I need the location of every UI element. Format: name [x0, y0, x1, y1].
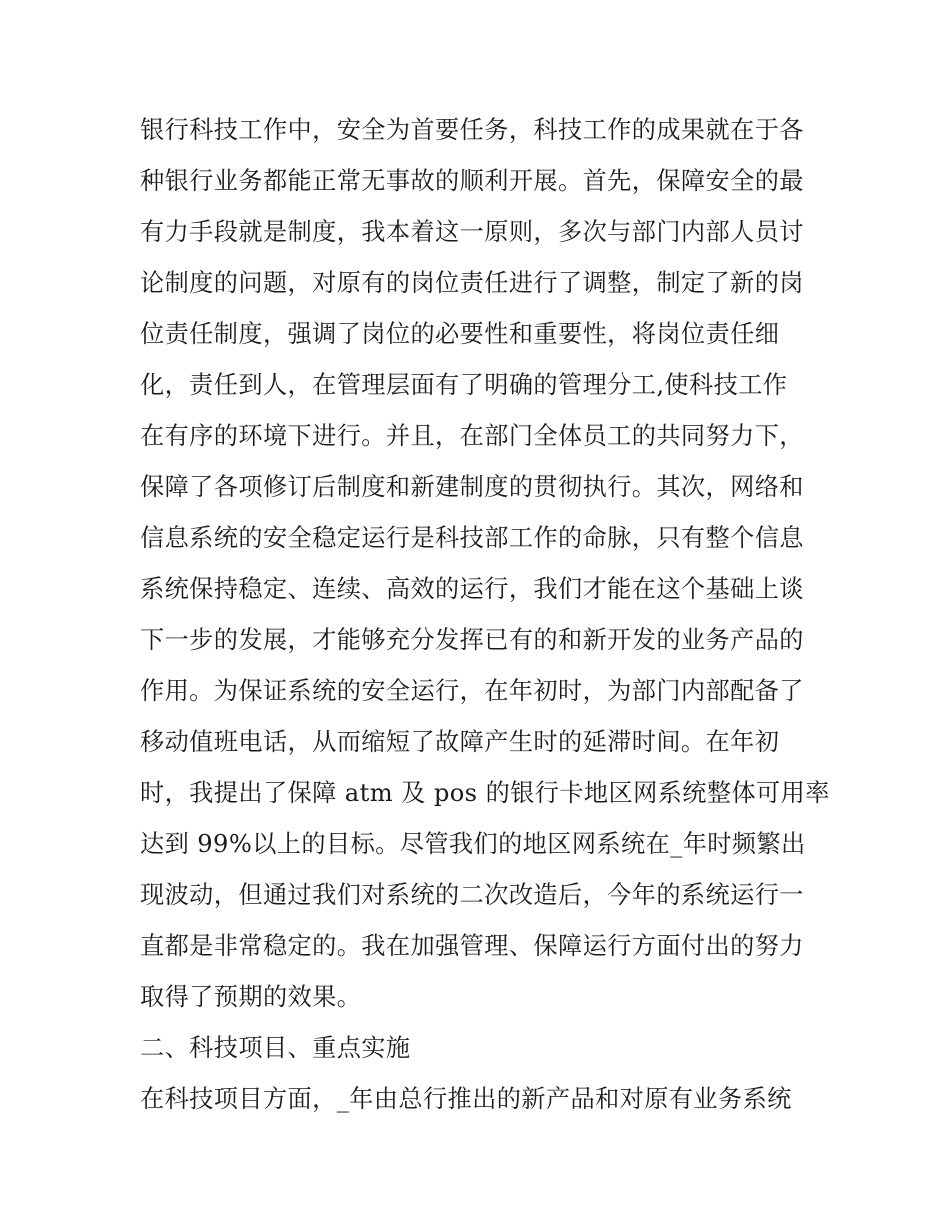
- text-line: 信息系统的安全稳定运行是科技部工作的命脉，只有整个信息: [140, 524, 804, 552]
- text-line: 达到 99%以上的目标。尽管我们的地区网系统在_年时频繁出: [140, 830, 806, 858]
- text-line: 论制度的问题，对原有的岗位责任进行了调整，制定了新的岗: [140, 269, 804, 297]
- text-line: 位责任制度，强调了岗位的必要性和重要性，将岗位责任细: [140, 320, 780, 348]
- text-line: 移动值班电话，从而缩短了故障产生时的延滞时间。在年初: [140, 728, 780, 756]
- text-line: 种银行业务都能正常无事故的顺利开展。首先，保障安全的最: [140, 167, 804, 195]
- text-line: 在科技项目方面，_年由总行推出的新产品和对原有业务系统: [140, 1085, 792, 1113]
- text-line: 银行科技工作中，安全为首要任务，科技工作的成果就在于各: [140, 116, 804, 144]
- text-line: 系统保持稳定、连续、高效的运行，我们才能在这个基础上谈: [140, 575, 804, 603]
- text-line: 化，责任到人，在管理层面有了明确的管理分工,使科技工作: [140, 371, 788, 399]
- text-line: 在有序的环境下进行。并且，在部门全体员工的共同努力下，: [140, 422, 804, 450]
- text-line: 下一步的发展，才能够充分发挥已有的和新开发的业务产品的: [140, 626, 804, 654]
- text-line: 现波动，但通过我们对系统的二次改造后，今年的系统运行一: [140, 881, 804, 909]
- document-body: [140, 105, 830, 1125]
- text-line: 时，我提出了保障 atm 及 pos 的银行卡地区网系统整体可用率: [140, 779, 830, 807]
- text-line: 取得了预期的效果。: [140, 983, 362, 1011]
- text-line: 保障了各项修订后制度和新建制度的贯彻执行。其次，网络和: [140, 473, 804, 501]
- text-line: 作用。为保证系统的安全运行，在年初时，为部门内部配备了: [140, 677, 804, 705]
- text-line: 直都是非常稳定的。我在加强管理、保障运行方面付出的努力: [140, 932, 804, 960]
- text-line: 有力手段就是制度，我本着这一原则，多次与部门内部人员讨: [140, 218, 804, 246]
- section-heading: 二、科技项目、重点实施: [140, 1034, 411, 1062]
